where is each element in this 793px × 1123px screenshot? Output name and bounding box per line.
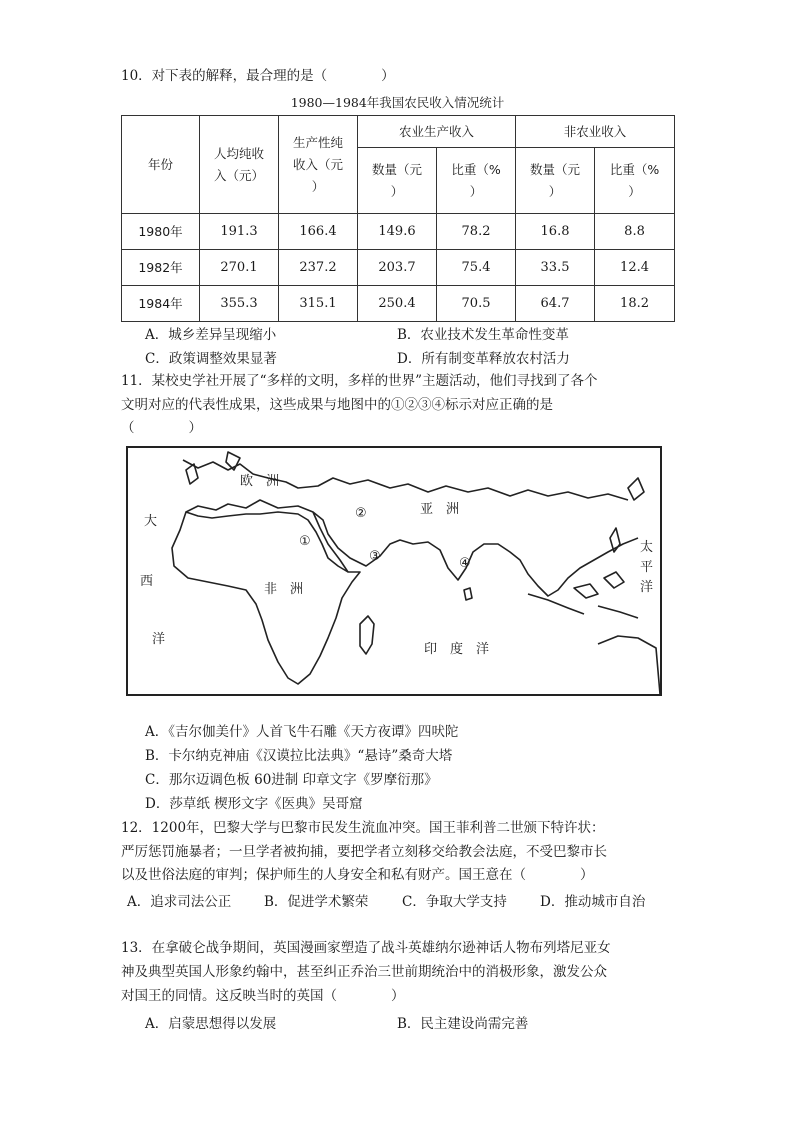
- q13-stem-2: 神及典型英国人形象约翰中，甚至纠正乔治三世前期统治中的消极形象，激发公众: [121, 964, 607, 980]
- q12-stem-3: 以及世俗法庭的审判；保护师生的人身安全和私有财产。国王意在（ ）: [121, 867, 594, 883]
- marker-4: ④: [459, 556, 471, 571]
- label-pacific-1: 太: [640, 540, 654, 555]
- world-map: [126, 446, 662, 696]
- q12-stem-2: 严厉惩罚施暴者；一旦学者被拘捕，要把学者立刻移交给教会法庭，不受巴黎市长: [121, 844, 607, 860]
- q10-stem: 10．对下表的解释，最合理的是（ ）: [121, 68, 395, 84]
- header-non-share: 比重（% ）: [595, 148, 675, 214]
- label-pacific-3: 洋: [640, 580, 654, 595]
- q13-stem-1: 13．在拿破仑战争期间，英国漫画家塑造了战斗英雄纳尔逊神话人物布列塔尼亚女: [121, 940, 611, 956]
- header-year: 年份: [122, 116, 200, 214]
- header-productive: 生产性纯 收入（元 ）: [279, 116, 358, 214]
- label-pacific-2: 平: [640, 560, 654, 575]
- q11-stem-2: 文明对应的代表性成果，这些成果与地图中的①②③④标示对应正确的是: [121, 397, 553, 413]
- marker-3: ③: [369, 549, 381, 564]
- label-atlantic-1: 大: [144, 514, 158, 529]
- header-agri-qty: 数量（元 ）: [358, 148, 437, 214]
- q11-option-d[interactable]: D．莎草纸 楔形文字《医典》吴哥窟: [145, 796, 363, 812]
- table-row: 1984年 355.3 315.1 250.4 70.5 64.7 18.2: [122, 286, 675, 322]
- header-non-qty: 数量（元 ）: [516, 148, 595, 214]
- table-title: 1980—1984年我国农民收入情况统计: [290, 95, 505, 110]
- table-row: 1982年 270.1 237.2 203.7 75.4 33.5 12.4: [122, 250, 675, 286]
- label-asia: 亚 洲: [420, 502, 460, 517]
- header-per-capita: 人均纯收 入（元）: [200, 116, 279, 214]
- q12-option-c[interactable]: C．争取大学支持: [402, 894, 507, 910]
- label-indian-ocean: 印 度 洋: [424, 642, 490, 657]
- header-agri: 农业生产收入: [358, 116, 516, 148]
- q10-option-b[interactable]: B．农业技术发生革命性变革: [397, 327, 569, 343]
- q11-option-b[interactable]: B．卡尔纳克神庙《汉谟拉比法典》“悬诗”桑奇大塔: [145, 748, 453, 764]
- header-nonagri: 非农业收入: [516, 116, 675, 148]
- q13-option-b[interactable]: B．民主建设尚需完善: [397, 1016, 529, 1032]
- q12-option-a[interactable]: A．追求司法公正: [127, 894, 232, 910]
- q13-stem-3: 对国王的同情。这反映当时的英国（ ）: [121, 988, 405, 1004]
- income-table: [121, 115, 675, 322]
- q11-option-c[interactable]: C．那尔迈调色板 60进制 印章文字《罗摩衍那》: [145, 772, 438, 788]
- q12-stem-1: 12．1200年，巴黎大学与巴黎市民发生流血冲突。国王菲利普二世颁下特许状：: [121, 820, 605, 836]
- q10-option-c[interactable]: C．政策调整效果显著: [145, 351, 277, 367]
- marker-2: ②: [355, 506, 367, 521]
- label-atlantic-2: 西: [140, 574, 154, 589]
- coastline-drawing: [128, 448, 660, 694]
- q11-stem-3: （ ）: [121, 420, 202, 436]
- marker-1: ①: [299, 534, 311, 549]
- header-agri-share: 比重（% ）: [437, 148, 516, 214]
- label-atlantic-3: 洋: [152, 632, 166, 647]
- q10-option-a[interactable]: A．城乡差异呈现缩小: [145, 327, 277, 343]
- label-africa: 非 洲: [264, 582, 304, 597]
- q12-option-d[interactable]: D．推动城市自治: [540, 894, 646, 910]
- q13-option-a[interactable]: A．启蒙思想得以发展: [145, 1016, 277, 1032]
- q11-stem-1: 11．某校史学社开展了“多样的文明，多样的世界”主题活动，他们寻找到了各个: [121, 373, 598, 389]
- label-europe: 欧 洲: [240, 474, 280, 489]
- q11-option-a[interactable]: A．《吉尔伽美什》人首飞牛石雕《天方夜谭》四吠陀: [145, 724, 459, 740]
- q10-option-d[interactable]: D．所有制变革释放农村活力: [397, 351, 570, 367]
- q12-option-b[interactable]: B．促进学术繁荣: [264, 894, 369, 910]
- table-row: 1980年 191.3 166.4 149.6 78.2 16.8 8.8: [122, 214, 675, 250]
